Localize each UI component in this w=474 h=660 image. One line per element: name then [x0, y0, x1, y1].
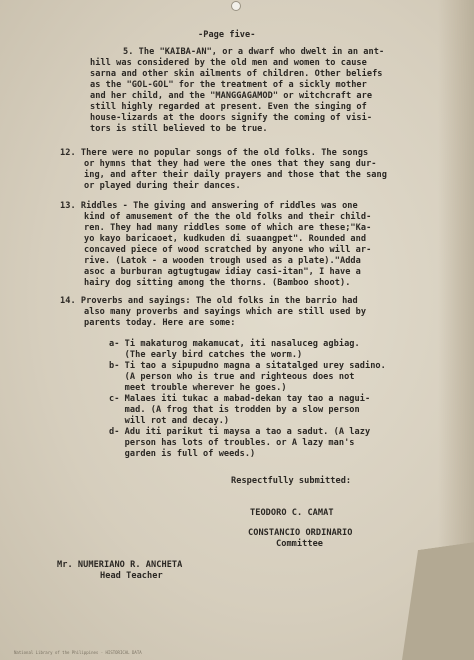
item-5-line: tors is still believed to be true. — [90, 124, 268, 134]
proverb-line: will rot and decay.) — [109, 416, 230, 426]
item-13-line: concaved piece of wood scratched by anyone who will ar- — [84, 245, 372, 255]
proverb-line: b- Ti tao a sipupudno magna a sitatalged urey sadino. — [109, 361, 386, 371]
proverb-line: person has lots of troubles. or A lazy man's — [109, 438, 355, 448]
committee-label: Committee — [276, 539, 324, 549]
item-14-line: also many proverbs and sayings which are still used by — [84, 307, 367, 317]
item-12-line: or played during their dances. — [84, 181, 241, 191]
addressee-title: Head Teacher — [100, 571, 163, 581]
item-13-line: hairy dog sitting among the thorns. (Bamboo shoot). — [84, 278, 351, 288]
scan-marker-icon — [231, 1, 241, 11]
addressee-name: Mr. NUMERIANO R. ANCHETA — [57, 560, 183, 570]
item-5-line: sarna and other skin ailments of children. Other beliefs — [90, 69, 383, 79]
signatory-name: CONSTANCIO ORDINARIO — [248, 528, 353, 538]
proverb-line: (A person who is true and righteous does not — [109, 372, 355, 382]
item-14-line: 14. Proverbs and sayings: The old folks in the barrio had — [60, 296, 358, 306]
proverb-line: (The early bird catches the worm.) — [109, 350, 303, 360]
item-12-line: ing, and after their daily prayers and those that the sang — [84, 170, 387, 180]
item-13-line: kind of amusement of the the old folks and their child- — [84, 212, 372, 222]
item-5-line: hill was considered by the old men and women to cause — [90, 58, 367, 68]
closing-text: Respectfully submitted: — [231, 476, 352, 486]
item-5-line: and her child, and the "MANGGAGAMOD" or witchcraft are — [90, 91, 373, 101]
item-14-line: parents today. Here are some: — [84, 318, 236, 328]
item-13-line: 13. Riddles - The giving and answering of riddles was one — [60, 201, 358, 211]
item-5-line: as the "GOL-GOL" for the treatment of a sickly mother — [90, 80, 367, 90]
proverb-line: garden is full of weeds.) — [109, 449, 256, 459]
signatory-name: TEODORO C. CAMAT — [250, 508, 334, 518]
item-5-line: still highly regarded at present. Even the singing of — [90, 102, 367, 112]
proverb-line: c- Malaes iti tukac a mabad-dekan tay tao a nagui- — [109, 394, 371, 404]
item-13-line: ren. They had many riddles some of which are these;"Ka- — [84, 223, 372, 233]
item-12-line: or hymns that they had were the ones that they sang dur- — [84, 159, 377, 169]
torn-corner — [380, 542, 474, 660]
item-12-line: 12. There were no popular songs of the old folks. The songs — [60, 148, 369, 158]
proverb-line: meet trouble wherever he goes.) — [109, 383, 287, 393]
proverb-line: d- Adu iti parikut ti maysa a tao a sadut. (A lazy — [109, 427, 371, 437]
proverb-line: a- Ti makaturog makamucat, iti nasaluceg agbiag. — [109, 339, 360, 349]
item-5-line: 5. The "KAIBA-AN", or a dwarf who dwelt in an ant- — [123, 47, 385, 57]
item-13-line: asoc a burburan agtugtugaw idiay casi-itan", I have a — [84, 267, 361, 277]
page-label: -Page five- — [198, 30, 256, 40]
proverb-line: mad. (A frog that is trodden by a slow person — [109, 405, 360, 415]
item-13-line: yo kayo baricaoet, kudkuden di suaangpet". Rounded and — [84, 234, 367, 244]
archive-footer: National Library of the Philippines · HISTORICAL DATA — [14, 650, 142, 655]
item-13-line: rive. (Latok - a wooden trough used as a plate)."Adda — [84, 256, 361, 266]
item-5-line: house-lizards at the doors signify the coming of visi- — [90, 113, 373, 123]
